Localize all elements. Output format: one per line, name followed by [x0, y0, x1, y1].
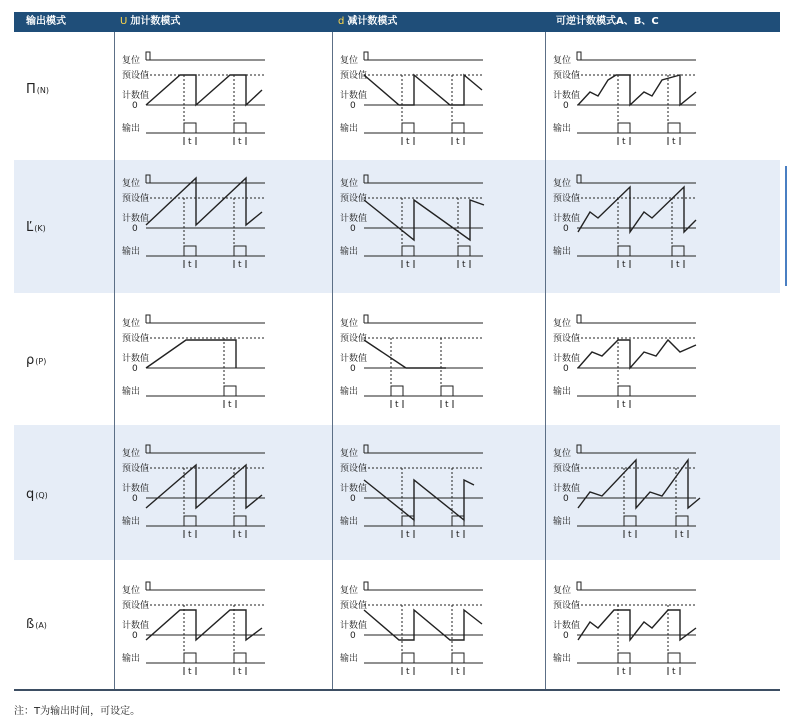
- diagram-q-2-output-label: 输出: [553, 517, 572, 527]
- diagram-n-2-output-pulse-0: [618, 123, 630, 133]
- diagram-n-0-preset-label: 预设值: [122, 71, 150, 81]
- header-down-count-label: 减计数模式: [347, 16, 398, 27]
- diagram-k-0-output-label: 输出: [122, 247, 141, 257]
- diagram-n-1-t-label-1: t: [456, 137, 460, 147]
- diagram-q-0-zero-label: 0: [132, 494, 138, 504]
- diagram-p-1-output-pulse-1: [441, 386, 453, 396]
- diagram-a-0-preset-label: 预设值: [122, 601, 150, 611]
- up-mode-icon: U: [120, 16, 128, 27]
- diagram-q-0-count-label: 计数值: [122, 484, 150, 494]
- diagram-k-1-t-label-1: t: [462, 260, 466, 270]
- diagram-p-2-count-waveform: [578, 340, 696, 368]
- diagram-a-0-output-label: 输出: [122, 654, 141, 664]
- diagram-a-0-count-label: 计数值: [122, 621, 150, 631]
- diagram-a-2-count-label: 计数值: [553, 621, 581, 631]
- header-output-mode: 输出模式: [26, 16, 66, 27]
- diagram-n-1-output-pulse-1: [452, 123, 464, 133]
- diagram-q-2-output-pulse-1: [676, 516, 688, 526]
- diagram-a-0-t-label-1: t: [238, 667, 242, 677]
- diagram-p-0-preset-label: 预设值: [122, 334, 150, 344]
- diagram-p-0-t-label-0: t: [228, 400, 232, 410]
- diagram-n-0-reset-pulse: [146, 52, 150, 60]
- diagram-n-0-zero-label: 0: [132, 101, 138, 111]
- diagram-p-0-zero-label: 0: [132, 364, 138, 374]
- diagram-a-1-reset-pulse: [364, 582, 368, 590]
- diagram-p-0-reset-pulse: [146, 315, 150, 323]
- diagram-n-0-t-label-1: t: [238, 137, 242, 147]
- diagram-a-1-count-label: 计数值: [340, 621, 368, 631]
- diagram-k-0-reset-label: 复位: [122, 179, 141, 189]
- diagram-n-0-output-label: 输出: [122, 124, 141, 134]
- diagram-p-2-reset-pulse: [577, 315, 581, 323]
- diagram-a-1-zero-label: 0: [350, 631, 356, 641]
- diagram-p-1-count-waveform: [364, 340, 446, 368]
- diagram-q-2-t-label-0: t: [628, 530, 632, 540]
- diagram-a-2-reset-label: 复位: [553, 586, 572, 596]
- diagram-p-0-count-label: 计数值: [122, 354, 150, 364]
- diagram-k-2-output-pulse-0: [618, 246, 630, 256]
- diagram-a-2-reset-pulse: [577, 582, 581, 590]
- diagram-a-1-output-label: 输出: [340, 654, 359, 664]
- diagram-n-0-reset-label: 复位: [122, 56, 141, 66]
- header-up-count-label: 加计数模式: [130, 16, 181, 27]
- diagram-p-2-reset-label: 复位: [553, 319, 572, 329]
- diagram-n-1-count-label: 计数值: [340, 91, 368, 101]
- diagram-k-1-output-label: 输出: [340, 247, 359, 257]
- diagram-n-2-reset-pulse: [577, 52, 581, 60]
- diagram-n-1-output-label: 输出: [340, 124, 359, 134]
- diagram-q-0-output-pulse-1: [234, 516, 246, 526]
- diagram-q-1-output-pulse-1: [452, 516, 464, 526]
- diagram-q-2-preset-label: 预设值: [553, 464, 581, 474]
- diagram-n-1-zero-label: 0: [350, 101, 356, 111]
- diagram-a-2-zero-label: 0: [563, 631, 569, 641]
- diagram-p-2-output-pulse-0: [618, 386, 630, 396]
- diagram-q-1-reset-pulse: [364, 445, 368, 453]
- diagram-q-1-reset-label: 复位: [340, 449, 359, 459]
- diagram-a-1-preset-label: 预设值: [340, 601, 368, 611]
- diagram-q-2-zero-label: 0: [563, 494, 569, 504]
- diagram-p-2-output-label: 输出: [553, 387, 572, 397]
- diagram-q-0-output-label: 输出: [122, 517, 141, 527]
- diagram-n-2-zero-label: 0: [563, 101, 569, 111]
- diagram-k-2-count-waveform: [578, 187, 696, 232]
- diagram-a-0-reset-label: 复位: [122, 586, 141, 596]
- mode-q-code: (Q): [35, 491, 48, 500]
- diagram-q-1-zero-label: 0: [350, 494, 356, 504]
- diagram-q-1-count-label: 计数值: [340, 484, 368, 494]
- diagram-k-2-reset-pulse: [577, 175, 581, 183]
- header-updown-count: 可逆计数模式A、B、C: [556, 16, 659, 27]
- mode-n-code: (N): [36, 86, 50, 95]
- diagram-k-1-reset-pulse: [364, 175, 368, 183]
- diagram-k-1-count-waveform: [364, 200, 484, 240]
- diagram-q-1-count-waveform: [364, 480, 474, 520]
- diagram-a-1-output-pulse-1: [452, 653, 464, 663]
- diagram-q-0-preset-label: 预设值: [122, 464, 150, 474]
- diagram-n-2-output-pulse-1: [668, 123, 680, 133]
- diagram-k-2-count-label: 计数值: [553, 214, 581, 224]
- diagram-p-1-output-label: 输出: [340, 387, 359, 397]
- diagram-n-2-t-label-1: t: [672, 137, 676, 147]
- diagram-n-1-output-pulse-0: [402, 123, 414, 133]
- diagram-q-1-preset-label: 预设值: [340, 464, 368, 474]
- diagram-q-2-count-label: 计数值: [553, 484, 581, 494]
- diagram-k-2-preset-label: 预设值: [553, 194, 581, 204]
- diagram-n-0-output-pulse-0: [184, 123, 196, 133]
- diagram-k-0-count-label: 计数值: [122, 214, 150, 224]
- diagram-k-0-preset-label: 预设值: [122, 194, 150, 204]
- diagram-k-0-reset-pulse: [146, 175, 150, 183]
- diagram-n-2-t-label-0: t: [622, 137, 626, 147]
- diagram-q-0-t-label-1: t: [238, 530, 242, 540]
- diagram-q-2-output-pulse-0: [624, 516, 636, 526]
- diagram-p-0-output-label: 输出: [122, 387, 141, 397]
- diagram-n-1-reset-label: 复位: [340, 56, 359, 66]
- diagram-n-2-output-label: 输出: [553, 124, 572, 134]
- diagram-p-2-t-label-0: t: [622, 400, 626, 410]
- mode-a-icon: ß: [26, 617, 35, 632]
- diagram-p-2-preset-label: 预设值: [553, 334, 581, 344]
- diagram-a-0-output-pulse-1: [234, 653, 246, 663]
- diagram-a-1-t-label-1: t: [456, 667, 460, 677]
- diagram-q-1-t-label-0: t: [406, 530, 410, 540]
- diagram-a-1-output-pulse-0: [402, 653, 414, 663]
- diagram-a-2-output-label: 输出: [553, 654, 572, 664]
- diagram-n-0-count-label: 计数值: [122, 91, 150, 101]
- mode-n-icon: Π: [26, 82, 36, 97]
- diagram-q-2-reset-label: 复位: [553, 449, 572, 459]
- diagram-p-0-reset-label: 复位: [122, 319, 141, 329]
- diagram-q-0-reset-pulse: [146, 445, 150, 453]
- diagram-a-2-t-label-1: t: [672, 667, 676, 677]
- mode-q-icon: q: [26, 487, 35, 502]
- diagram-p-0-count-waveform: [146, 340, 236, 368]
- footnote: 注：T为输出时间，可设定。: [14, 706, 141, 717]
- diagram-n-1-reset-pulse: [364, 52, 368, 60]
- diagram-p-2-zero-label: 0: [563, 364, 569, 374]
- diagram-p-0-output-pulse-0: [224, 386, 236, 396]
- down-mode-icon: d: [338, 16, 345, 27]
- diagram-k-2-output-label: 输出: [553, 247, 572, 257]
- diagram-n-0-count-waveform: [146, 75, 262, 105]
- diagram-q-1-output-label: 输出: [340, 517, 359, 527]
- diagram-k-2-zero-label: 0: [563, 224, 569, 234]
- mode-p-icon: ρ: [26, 353, 35, 368]
- diagram-q-0-t-label-0: t: [188, 530, 192, 540]
- diagram-a-0-reset-pulse: [146, 582, 150, 590]
- diagram-p-1-reset-label: 复位: [340, 319, 359, 329]
- diagram-k-1-reset-label: 复位: [340, 179, 359, 189]
- diagram-k-1-preset-label: 预设值: [340, 194, 368, 204]
- diagram-k-1-t-label-0: t: [406, 260, 410, 270]
- diagram-a-2-output-pulse-1: [668, 653, 680, 663]
- diagram-a-2-preset-label: 预设值: [553, 601, 581, 611]
- diagram-k-1-zero-label: 0: [350, 224, 356, 234]
- diagram-q-2-reset-pulse: [577, 445, 581, 453]
- diagram-a-0-t-label-0: t: [188, 667, 192, 677]
- diagram-k-1-output-pulse-1: [458, 246, 470, 256]
- diagram-a-2-output-pulse-0: [618, 653, 630, 663]
- mode-a-code: (A): [35, 621, 47, 630]
- diagram-n-1-t-label-0: t: [406, 137, 410, 147]
- diagram-n-2-reset-label: 复位: [553, 56, 572, 66]
- diagram-p-1-count-label: 计数值: [340, 354, 368, 364]
- diagram-a-2-t-label-0: t: [622, 667, 626, 677]
- diagram-k-0-zero-label: 0: [132, 224, 138, 234]
- diagram-a-1-reset-label: 复位: [340, 586, 359, 596]
- diagram-n-2-count-label: 计数值: [553, 91, 581, 101]
- diagram-q-0-output-pulse-0: [184, 516, 196, 526]
- diagram-n-1-count-waveform: [364, 75, 482, 105]
- diagram-p-1-reset-pulse: [364, 315, 368, 323]
- diagram-p-1-zero-label: 0: [350, 364, 356, 374]
- diagram-p-2-count-label: 计数值: [553, 354, 581, 364]
- diagram-a-0-zero-label: 0: [132, 631, 138, 641]
- diagram-a-1-t-label-0: t: [406, 667, 410, 677]
- mode-k-icon: Ľ: [26, 220, 34, 235]
- diagram-q-1-t-label-1: t: [456, 530, 460, 540]
- diagram-k-0-t-label-1: t: [238, 260, 242, 270]
- diagram-n-0-output-pulse-1: [234, 123, 246, 133]
- diagram-q-2-t-label-1: t: [680, 530, 684, 540]
- diagram-p-1-t-label-1: t: [445, 400, 449, 410]
- diagram-n-2-preset-label: 预设值: [553, 71, 581, 81]
- diagram-k-0-count-waveform: [146, 178, 262, 225]
- diagram-k-2-output-pulse-1: [672, 246, 684, 256]
- diagram-n-2-count-waveform: [578, 75, 696, 105]
- diagram-p-1-preset-label: 预设值: [340, 334, 368, 344]
- mode-k-code: (K): [34, 224, 46, 233]
- diagram-p-1-t-label-0: t: [395, 400, 399, 410]
- diagram-p-1-output-pulse-0: [391, 386, 403, 396]
- diagram-k-2-t-label-1: t: [676, 260, 680, 270]
- diagram-a-0-output-pulse-0: [184, 653, 196, 663]
- diagram-q-0-reset-label: 复位: [122, 449, 141, 459]
- diagram-k-1-count-label: 计数值: [340, 214, 368, 224]
- diagram-q-1-output-pulse-0: [402, 516, 414, 526]
- diagram-k-2-reset-label: 复位: [553, 179, 572, 189]
- diagram-k-0-t-label-0: t: [188, 260, 192, 270]
- diagram-k-1-output-pulse-0: [402, 246, 414, 256]
- diagram-n-0-t-label-0: t: [188, 137, 192, 147]
- diagram-k-0-output-pulse-0: [184, 246, 196, 256]
- diagram-q-0-count-waveform: [146, 465, 262, 508]
- mode-p-code: (P): [35, 357, 47, 366]
- diagram-n-1-preset-label: 预设值: [340, 71, 368, 81]
- diagram-k-2-t-label-0: t: [622, 260, 626, 270]
- diagram-q-2-count-waveform: [578, 460, 700, 508]
- diagram-k-0-output-pulse-1: [234, 246, 246, 256]
